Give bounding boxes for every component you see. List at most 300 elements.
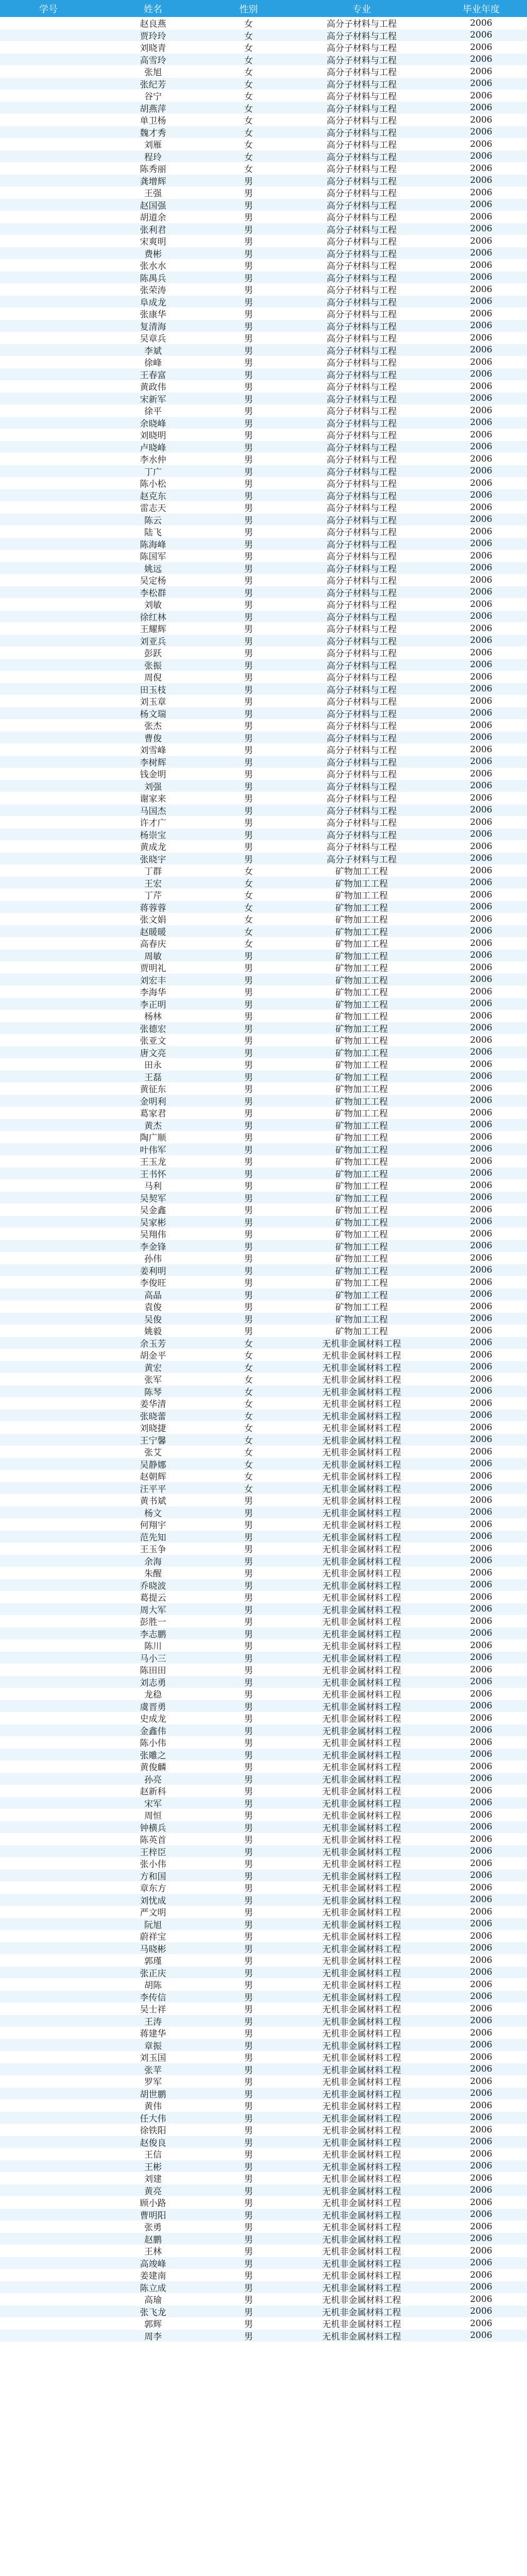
cell-major: 无机非金属材料工程 [322,1944,401,1954]
cell-major: 无机非金属材料工程 [322,1968,401,1978]
cell-name: 陈秀丽 [140,164,166,175]
cell-gender: 男 [244,1593,253,1603]
cell-student-id [0,514,97,526]
cell-student-id [0,114,97,126]
cell-major: 高分子材料与工程 [327,443,397,453]
cell-name: 黄俊麟 [140,1762,166,1773]
cell-name: 刘宏丰 [140,975,166,986]
cell-name: 姜建南 [140,2271,166,2281]
cell-graduation-year: 2006 [470,2015,492,2026]
cell-gender: 男 [244,1750,253,1760]
cell-student-id [0,429,97,441]
cell-name: 王宏 [144,878,162,889]
table-row [0,1107,527,1119]
table-row [0,792,527,804]
cell-gender: 男 [244,1206,253,1216]
cell-major: 无机非金属材料工程 [322,2223,401,2233]
cell-major: 矿物加工工程 [335,891,388,901]
table-row [0,501,527,514]
table-row [0,950,527,962]
cell-gender: 男 [244,189,253,199]
table-row [0,1628,527,1640]
cell-graduation-year: 2006 [470,2330,492,2341]
cell-gender: 男 [244,2077,253,2088]
cell-name: 陈英首 [140,1835,166,1845]
cell-name: 周敏 [144,951,162,961]
cell-major: 高分子材料与工程 [327,55,397,65]
cell-major: 无机非金属材料工程 [322,2198,401,2209]
cell-student-id [0,1494,97,1506]
cell-student-id [0,393,97,405]
table-row [0,1143,527,1156]
cell-name: 姚毅 [144,1327,162,1337]
cell-student-id [0,1058,97,1071]
table-row [0,695,527,707]
cell-graduation-year: 2006 [470,1495,492,1505]
cell-major: 无机非金属材料工程 [322,1593,401,1603]
cell-gender: 男 [244,975,253,986]
table-row [0,550,527,562]
cell-major: 高分子材料与工程 [327,79,397,90]
cell-gender: 男 [244,2307,253,2317]
cell-major: 高分子材料与工程 [327,273,397,283]
cell-name: 曹俊 [144,733,162,743]
cell-graduation-year: 2006 [470,1398,492,1409]
cell-graduation-year: 2006 [470,902,492,912]
table-row [0,1010,527,1022]
cell-major: 无机非金属材料工程 [322,1435,401,1446]
table-row [0,2039,527,2052]
cell-major: 高分子材料与工程 [327,818,397,828]
cell-major: 高分子材料与工程 [327,310,397,320]
cell-major: 矿物加工工程 [335,1206,388,1216]
cell-major: 无机非金属材料工程 [322,1787,401,1797]
cell-name: 张雕之 [140,1750,166,1760]
cell-gender: 男 [244,1084,253,1095]
table-row [0,1664,527,1676]
cell-gender: 男 [244,2259,253,2269]
table-row [0,1749,527,1761]
cell-name: 李俊旺 [140,1278,166,1289]
cell-name: 张飞龙 [140,2307,166,2317]
cell-gender: 男 [244,1787,253,1797]
cell-student-id [0,465,97,478]
cell-name: 章东方 [140,1884,166,1894]
cell-graduation-year: 2006 [470,1943,492,1954]
cell-student-id [0,1991,97,2003]
cell-major: 高分子材料与工程 [327,128,397,138]
cell-gender: 男 [244,830,253,840]
cell-name: 姜华清 [140,1399,166,1410]
cell-name: 姜利明 [140,1266,166,1276]
cell-student-id [0,804,97,817]
table-row [0,1494,527,1506]
table-row [0,1615,527,1628]
table-body [0,17,527,2342]
cell-name: 孙亮 [144,1774,162,1785]
cell-gender: 男 [244,757,253,768]
cell-name: 金明利 [140,1096,166,1107]
table-row [0,1204,527,1216]
cell-major: 无机非金属材料工程 [322,1653,401,1664]
cell-student-id [0,453,97,465]
cell-graduation-year: 2006 [470,163,492,174]
table-row [0,538,527,550]
cell-gender: 女 [244,1375,253,1385]
cell-major: 高分子材料与工程 [327,673,397,683]
cell-major: 无机非金属材料工程 [322,2029,401,2039]
cell-gender: 男 [244,1254,253,1264]
cell-graduation-year: 2006 [470,332,492,343]
cell-student-id [0,2293,97,2306]
cell-graduation-year: 2006 [470,66,492,77]
cell-graduation-year: 2006 [470,453,492,464]
cell-major: 矿物加工工程 [335,1096,388,1107]
cell-name: 刘强 [144,782,162,792]
cell-student-id [0,598,97,611]
cell-major: 无机非金属材料工程 [322,1423,401,1434]
cell-graduation-year: 2006 [470,1023,492,1033]
cell-graduation-year: 2006 [470,817,492,827]
cell-student-id [0,1155,97,1167]
cell-name: 贾玲玲 [140,31,166,41]
cell-student-id [0,1676,97,1688]
table-row [0,1071,527,1083]
column-header-major: 专业 [352,4,371,15]
cell-gender: 男 [244,2089,253,2099]
cell-major: 矿物加工工程 [335,1121,388,1131]
cell-major: 矿物加工工程 [335,988,388,998]
table-row [0,2306,527,2318]
cell-graduation-year: 2006 [470,1991,492,2002]
cell-gender: 男 [244,1508,253,1518]
cell-student-id [0,1954,97,1967]
cell-gender: 男 [244,1920,253,1930]
table-row [0,1276,527,1289]
cell-graduation-year: 2006 [470,1156,492,1166]
cell-gender: 男 [244,1956,253,1967]
cell-major: 矿物加工工程 [335,1109,388,1119]
cell-student-id [0,2124,97,2136]
cell-student-id [0,1615,97,1628]
cell-major: 矿物加工工程 [335,1327,388,1337]
cell-major: 矿物加工工程 [335,1157,388,1167]
cell-gender: 男 [244,794,253,804]
table-row [0,17,527,29]
cell-gender: 男 [244,1327,253,1337]
cell-student-id [0,974,97,986]
cell-major: 高分子材料与工程 [327,261,397,272]
table-row [0,1918,527,1930]
cell-student-id [0,611,97,623]
cell-graduation-year: 2006 [470,877,492,888]
cell-graduation-year: 2006 [470,260,492,270]
cell-student-id [0,199,97,211]
cell-graduation-year: 2006 [470,90,492,101]
cell-student-id [0,1482,97,1495]
cell-student-id [0,1240,97,1252]
cell-name: 赵朝辉 [140,1472,166,1482]
table-row [0,2003,527,2015]
cell-graduation-year: 2006 [470,1870,492,1881]
table-row [0,1300,527,1313]
table-row [0,1167,527,1180]
cell-major: 无机非金属材料工程 [322,1338,401,1349]
cell-name: 张杰 [144,721,162,732]
cell-name: 章振 [144,2041,162,2051]
cell-student-id [0,1010,97,1022]
table-row [0,65,527,78]
cell-student-id [0,1434,97,1446]
cell-graduation-year: 2006 [470,1241,492,1251]
cell-gender: 男 [244,2331,253,2342]
cell-major: 无机非金属材料工程 [322,1980,401,1991]
cell-graduation-year: 2006 [470,1301,492,1312]
cell-major: 高分子材料与工程 [327,757,397,768]
table-row [0,1870,527,1882]
cell-major: 矿物加工工程 [335,1048,388,1058]
cell-gender: 男 [244,2162,253,2172]
table-row [0,2015,527,2027]
cell-major: 矿物加工工程 [335,999,388,1010]
table-row [0,719,527,732]
cell-graduation-year: 2006 [470,720,492,731]
cell-name: 刘雪峰 [140,745,166,756]
cell-graduation-year: 2006 [470,296,492,307]
cell-major: 无机非金属材料工程 [322,1823,401,1833]
cell-major: 无机非金属材料工程 [322,2041,401,2051]
table-row [0,1991,527,2003]
cell-graduation-year: 2006 [470,768,492,779]
cell-gender: 男 [244,564,253,574]
table-row [0,489,527,502]
cell-student-id [0,925,97,938]
cell-name: 阜成龙 [140,297,166,308]
cell-name: 徐峰 [144,358,162,368]
cell-student-id [0,2172,97,2184]
cell-major: 高分子材料与工程 [327,225,397,235]
cell-name: 李水仲 [140,455,166,465]
cell-graduation-year: 2006 [470,708,492,719]
cell-graduation-year: 2006 [470,1483,492,1494]
cell-student-id [0,1421,97,1434]
cell-name: 王梓臣 [140,1847,166,1857]
cell-name: 刘敏 [144,600,162,611]
cell-gender: 女 [244,878,253,889]
cell-gender: 男 [244,1060,253,1071]
cell-name: 谷宁 [144,92,162,102]
table-row [0,2088,527,2100]
cell-student-id [0,1228,97,1240]
cell-gender: 男 [244,2029,253,2039]
cell-name: 周倪 [144,673,162,683]
cell-name: 许才广 [140,818,166,828]
cell-name: 汪平平 [140,1484,166,1494]
cell-major: 高分子材料与工程 [327,528,397,538]
cell-student-id [0,2148,97,2160]
table-row [0,2257,527,2269]
cell-graduation-year: 2006 [470,2282,492,2293]
cell-major: 无机非金属材料工程 [322,1617,401,1628]
cell-name: 陈琴 [144,1387,162,1397]
cell-gender: 男 [244,1157,253,1167]
cell-name: 胡燕萍 [140,104,166,114]
cell-graduation-year: 2006 [470,647,492,658]
table-row [0,235,527,247]
cell-name: 贾明礼 [140,963,166,974]
cell-name: 田永 [144,1060,162,1071]
table-row [0,804,527,817]
cell-name: 唐文亮 [140,1048,166,1058]
cell-name: 高竣峰 [140,2259,166,2269]
cell-major: 高分子材料与工程 [327,733,397,743]
cell-major: 无机非金属材料工程 [322,1956,401,1967]
cell-student-id [0,2063,97,2076]
cell-gender: 男 [244,382,253,393]
cell-student-id [0,1446,97,1458]
cell-student-id [0,1119,97,1131]
cell-graduation-year: 2006 [470,417,492,428]
cell-student-id [0,2306,97,2318]
cell-graduation-year: 2006 [470,103,492,113]
cell-gender: 女 [244,867,253,877]
table-row [0,1313,527,1325]
cell-name: 黄伟 [144,2102,162,2112]
cell-gender: 女 [244,116,253,126]
cell-gender: 女 [244,891,253,901]
cell-major: 高分子材料与工程 [327,830,397,840]
cell-student-id [0,1749,97,1761]
cell-gender: 男 [244,721,253,732]
cell-name: 马利 [144,1181,162,1192]
table-row [0,441,527,453]
cell-name: 龙稳 [144,1690,162,1700]
cell-name: 范先知 [140,1532,166,1543]
table-row [0,41,527,54]
cell-name: 黄政伟 [140,382,166,393]
cell-name: 陈川 [144,1641,162,1652]
cell-graduation-year: 2006 [470,1374,492,1384]
table-row [0,1482,527,1495]
cell-graduation-year: 2006 [470,732,492,743]
cell-graduation-year: 2006 [470,1204,492,1215]
cell-student-id [0,1700,97,1713]
cell-gender: 男 [244,2283,253,2293]
cell-gender: 男 [244,1121,253,1131]
cell-graduation-year: 2006 [470,1640,492,1651]
cell-graduation-year: 2006 [470,187,492,198]
cell-gender: 男 [244,842,253,853]
cell-name: 雷志天 [140,503,166,514]
cell-gender: 男 [244,1048,253,1058]
cell-graduation-year: 2006 [470,2040,492,2050]
table-row [0,998,527,1010]
cell-name: 李正明 [140,999,166,1010]
cell-major: 无机非金属材料工程 [322,1992,401,2003]
cell-major: 高分子材料与工程 [327,104,397,114]
cell-gender: 男 [244,2041,253,2051]
cell-major: 无机非金属材料工程 [322,2331,401,2342]
cell-graduation-year: 2006 [470,1773,492,1784]
table-row [0,296,527,308]
cell-gender: 男 [244,2138,253,2148]
cell-gender: 男 [244,1072,253,1082]
table-row [0,622,527,635]
cell-student-id [0,840,97,853]
cell-student-id [0,1046,97,1059]
cell-major: 无机非金属材料工程 [322,1835,401,1845]
cell-graduation-year: 2006 [470,199,492,210]
cell-gender: 男 [244,1629,253,1639]
cell-student-id [0,1276,97,1289]
cell-gender: 男 [244,1992,253,2003]
cell-graduation-year: 2006 [470,998,492,1009]
cell-gender: 男 [244,1932,253,1942]
cell-graduation-year: 2006 [470,986,492,997]
cell-student-id [0,308,97,320]
table-row [0,1373,527,1385]
cell-graduation-year: 2006 [470,1785,492,1796]
cell-student-id [0,1313,97,1325]
cell-gender: 男 [244,576,253,586]
cell-major: 高分子材料与工程 [327,346,397,356]
cell-name: 徐平 [144,406,162,417]
cell-gender: 男 [244,1109,253,1119]
cell-gender: 男 [244,346,253,356]
cell-name: 刘忧成 [140,1895,166,1906]
cell-name: 赵国强 [140,200,166,211]
cell-name: 李松群 [140,588,166,598]
cell-gender: 女 [244,1387,253,1397]
table-row [0,865,527,877]
cell-student-id [0,78,97,90]
cell-gender: 男 [244,1774,253,1785]
cell-gender: 男 [244,261,253,272]
cell-major: 无机非金属材料工程 [322,2307,401,2317]
cell-name: 彭胜一 [140,1617,166,1628]
cell-student-id [0,828,97,841]
cell-gender: 男 [244,1605,253,1615]
table-row [0,356,527,368]
cell-student-id [0,90,97,102]
cell-name: 张振 [144,660,162,671]
cell-graduation-year: 2006 [470,599,492,609]
table-row [0,1736,527,1749]
table-row [0,937,527,950]
cell-graduation-year: 2006 [470,756,492,767]
cell-student-id [0,756,97,768]
cell-gender: 男 [244,2102,253,2112]
cell-gender: 男 [244,310,253,320]
cell-graduation-year: 2006 [470,563,492,573]
cell-name: 胡世鹏 [140,2089,166,2099]
cell-graduation-year: 2006 [470,42,492,53]
cell-gender: 男 [244,963,253,974]
cell-name: 王信 [144,2150,162,2160]
cell-student-id [0,986,97,998]
table-row [0,611,527,623]
cell-student-id [0,235,97,247]
cell-major: 无机非金属材料工程 [322,2138,401,2148]
cell-graduation-year: 2006 [470,2076,492,2087]
cell-student-id [0,1639,97,1652]
cell-student-id [0,2075,97,2088]
cell-graduation-year: 2006 [470,792,492,803]
cell-name: 吴静娜 [140,1460,166,1470]
cell-gender: 女 [244,1411,253,1421]
cell-student-id [0,538,97,550]
cell-name: 赵良燕 [140,19,166,29]
